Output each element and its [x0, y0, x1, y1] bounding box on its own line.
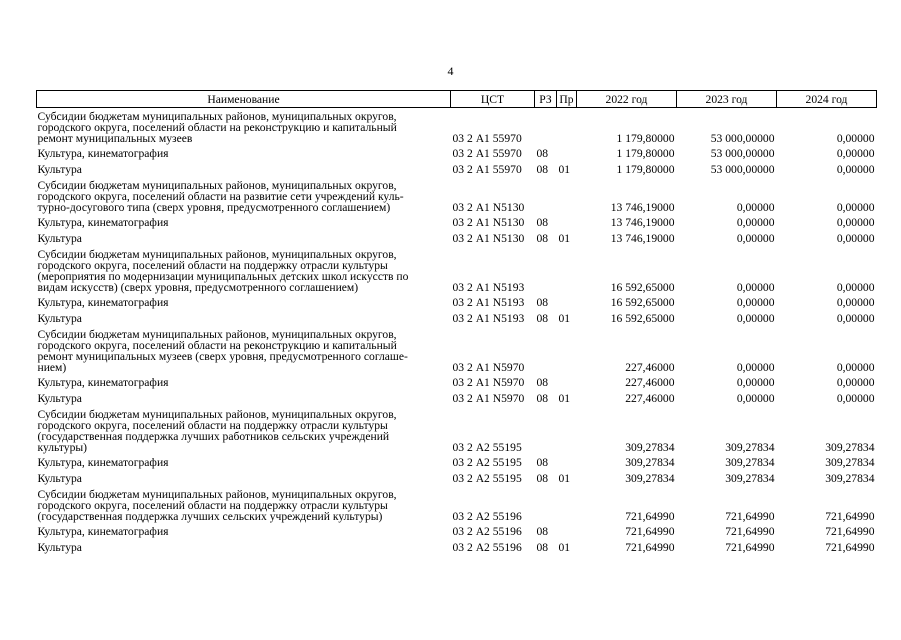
row-2022: 309,27834 — [625, 471, 675, 485]
row-cst: 03 2 А1 55970 — [452, 162, 522, 176]
row-2023: 309,27834 — [725, 455, 775, 469]
row-2022: 1 179,80000 — [616, 146, 675, 160]
row-pr — [557, 454, 577, 470]
budget-table-container — [36, 90, 876, 555]
row-name: Культура — [37, 311, 82, 325]
row-rz — [535, 486, 557, 523]
row-rz: 08 — [536, 471, 549, 485]
row-name: Культура, кинематография — [37, 295, 169, 309]
row-name: Субсидии бюджетам муниципальных районов, муниципальных округов, городского округа, поселений области на реконструкцию и капитальный ремонт муниципальных музеев — [37, 110, 397, 145]
row-2023: 0,00000 — [736, 361, 775, 374]
table-row — [37, 161, 877, 177]
row-2024: 0,00000 — [836, 391, 875, 405]
row-cst: 03 2 А1 N5970 — [452, 361, 525, 374]
row-2024: 309,27834 — [825, 471, 875, 485]
table-row — [37, 470, 877, 486]
row-name: Культура — [37, 471, 82, 485]
row-name: Субсидии бюджетам муниципальных районов, муниципальных округов, городского округа, поселений области на поддержку отрасли культуры (государственная поддержка лучших работников сельских учреждений культуры) — [37, 408, 397, 454]
row-name: Культура, кинематография — [37, 146, 169, 160]
row-rz — [535, 177, 557, 214]
row-2024: 0,00000 — [836, 375, 875, 389]
row-2022: 721,64990 — [625, 524, 675, 538]
row-pr — [557, 374, 577, 390]
row-rz: 08 — [536, 311, 549, 325]
row-cst: 03 2 А1 N5193 — [452, 281, 525, 294]
row-2024: 721,64990 — [825, 524, 875, 538]
row-rz: 08 — [536, 375, 549, 389]
row-2024: 309,27834 — [825, 455, 875, 469]
row-2023: 721,64990 — [725, 510, 775, 523]
row-cst: 03 2 А2 55196 — [452, 510, 522, 523]
table-header — [37, 91, 877, 108]
row-2024: 0,00000 — [836, 231, 875, 245]
table-row — [37, 523, 877, 539]
row-name: Культура, кинематография — [37, 524, 169, 538]
header-2024: 2024 год — [777, 91, 877, 108]
row-2022: 16 592,65000 — [610, 281, 675, 294]
row-2022: 16 592,65000 — [610, 311, 675, 325]
row-cst: 03 2 А2 55196 — [452, 524, 522, 538]
row-cst: 03 2 А2 55195 — [452, 441, 522, 454]
row-2022: 16 592,65000 — [610, 295, 675, 309]
row-2023: 0,00000 — [736, 201, 775, 214]
row-2024: 0,00000 — [836, 295, 875, 309]
row-2022: 227,46000 — [625, 361, 675, 374]
row-2024: 0,00000 — [836, 162, 875, 176]
row-rz: 08 — [536, 146, 549, 160]
row-pr: 01 — [558, 471, 571, 485]
row-2023: 721,64990 — [725, 540, 775, 554]
table-row — [37, 145, 877, 161]
table-row — [37, 454, 877, 470]
row-2023: 0,00000 — [736, 231, 775, 245]
row-2022: 13 746,19000 — [610, 231, 675, 245]
table-row — [37, 326, 877, 374]
row-pr — [557, 145, 577, 161]
table-row — [37, 374, 877, 390]
row-2024: 0,00000 — [836, 311, 875, 325]
row-2023: 0,00000 — [736, 215, 775, 229]
row-rz: 08 — [536, 162, 549, 176]
row-2024: 309,27834 — [825, 441, 875, 454]
row-pr: 01 — [558, 311, 571, 325]
row-cst: 03 2 А1 N5130 — [452, 215, 525, 229]
row-2023: 0,00000 — [736, 375, 775, 389]
row-2022: 227,46000 — [625, 391, 675, 405]
row-pr — [557, 177, 577, 214]
row-cst: 03 2 А1 N5193 — [452, 295, 525, 309]
row-2024: 721,64990 — [825, 540, 875, 554]
row-rz: 08 — [536, 391, 549, 405]
row-2023: 0,00000 — [736, 311, 775, 325]
table-row — [37, 486, 877, 523]
header-cst: ЦСТ — [451, 91, 535, 108]
row-2022: 309,27834 — [625, 441, 675, 454]
table-row — [37, 294, 877, 310]
row-2022: 721,64990 — [625, 510, 675, 523]
row-pr — [557, 326, 577, 374]
row-rz — [535, 406, 557, 454]
row-name: Культура, кинематография — [37, 375, 169, 389]
row-2023: 0,00000 — [736, 281, 775, 294]
row-cst: 03 2 А2 55196 — [452, 540, 522, 554]
table-body — [37, 108, 877, 556]
row-cst: 03 2 А1 55970 — [452, 146, 522, 160]
row-pr — [557, 214, 577, 230]
row-pr: 01 — [558, 391, 571, 405]
row-2024: 0,00000 — [836, 201, 875, 214]
row-2023: 0,00000 — [736, 295, 775, 309]
row-cst: 03 2 А2 55195 — [452, 471, 522, 485]
row-pr — [557, 108, 577, 146]
row-name: Культура — [37, 162, 82, 176]
row-2024: 0,00000 — [836, 361, 875, 374]
row-rz: 08 — [536, 231, 549, 245]
row-name: Субсидии бюджетам муниципальных районов, муниципальных округов, городского округа, поселений области на поддержку отрасли культуры (государственная поддержка лучших сельских учреждений культуры) — [37, 488, 397, 523]
table-row — [37, 246, 877, 294]
table-row — [37, 214, 877, 230]
table-row — [37, 177, 877, 214]
table-row — [37, 390, 877, 406]
row-2023: 721,64990 — [725, 524, 775, 538]
table-row — [37, 406, 877, 454]
header-2023: 2023 год — [677, 91, 777, 108]
row-2024: 0,00000 — [836, 132, 875, 145]
row-pr — [557, 523, 577, 539]
row-2022: 227,46000 — [625, 375, 675, 389]
row-name: Культура — [37, 391, 82, 405]
row-pr — [557, 246, 577, 294]
header-rz: РЗ — [535, 91, 557, 108]
row-pr: 01 — [558, 162, 571, 176]
budget-table — [36, 90, 877, 555]
row-2022: 721,64990 — [625, 540, 675, 554]
header-2022: 2022 год — [577, 91, 677, 108]
row-2022: 1 179,80000 — [616, 132, 675, 145]
row-2024: 0,00000 — [836, 215, 875, 229]
row-name: Субсидии бюджетам муниципальных районов, муниципальных округов, городского округа, поселений области на поддержку отрасли культуры (мероприятия по модернизации муниципальных детских школ искусств по видам искусств) (сверх уровня, предусмотренного соглашением) — [37, 248, 409, 294]
row-pr: 01 — [558, 231, 571, 245]
row-2024: 0,00000 — [836, 146, 875, 160]
row-2023: 309,27834 — [725, 441, 775, 454]
page-number: 4 — [447, 64, 454, 78]
row-pr — [557, 294, 577, 310]
row-name: Культура, кинематография — [37, 215, 169, 229]
row-pr: 01 — [558, 540, 571, 554]
row-pr — [557, 406, 577, 454]
row-2023: 0,00000 — [736, 391, 775, 405]
row-name: Субсидии бюджетам муниципальных районов, муниципальных округов, городского округа, поселений области на развитие сети учреждений куль- турно-досугового типа (сверх уровня, предусмотренного соглашением) — [37, 179, 404, 214]
header-pr: Пр — [557, 91, 577, 108]
row-2022: 13 746,19000 — [610, 201, 675, 214]
row-rz — [535, 326, 557, 374]
row-name: Субсидии бюджетам муниципальных районов, муниципальных округов, городского округа, поселений области на реконструкцию и капитальный ремонт муниципальных музеев (сверх уровня, предусмотренного соглаше- нием) — [37, 328, 408, 374]
table-row — [37, 310, 877, 326]
row-pr — [557, 486, 577, 523]
row-rz: 08 — [536, 215, 549, 229]
row-cst: 03 2 А1 N5130 — [452, 231, 525, 245]
row-name: Культура, кинематография — [37, 455, 169, 469]
row-2022: 13 746,19000 — [610, 215, 675, 229]
row-rz: 08 — [536, 295, 549, 309]
row-cst: 03 2 А2 55195 — [452, 455, 522, 469]
row-cst: 03 2 А1 N5193 — [452, 311, 525, 325]
row-rz: 08 — [536, 455, 549, 469]
header-name: Наименование — [37, 91, 451, 108]
row-rz: 08 — [536, 540, 549, 554]
row-rz — [535, 108, 557, 146]
row-rz — [535, 246, 557, 294]
row-rz: 08 — [536, 524, 549, 538]
row-name: Культура — [37, 540, 82, 554]
header-row — [37, 91, 877, 108]
row-cst: 03 2 А1 N5130 — [452, 201, 525, 214]
row-cst: 03 2 А1 55970 — [452, 132, 522, 145]
table-row — [37, 108, 877, 146]
row-2022: 1 179,80000 — [616, 162, 675, 176]
row-2023: 53 000,00000 — [710, 162, 775, 176]
row-2024: 0,00000 — [836, 281, 875, 294]
row-cst: 03 2 А1 N5970 — [452, 391, 525, 405]
row-2022: 309,27834 — [625, 455, 675, 469]
row-name: Культура — [37, 231, 82, 245]
row-2023: 53 000,00000 — [710, 146, 775, 160]
row-cst: 03 2 А1 N5970 — [452, 375, 525, 389]
table-row — [37, 539, 877, 555]
table-row — [37, 230, 877, 246]
row-2024: 721,64990 — [825, 510, 875, 523]
row-2023: 53 000,00000 — [710, 132, 775, 145]
row-2023: 309,27834 — [725, 471, 775, 485]
